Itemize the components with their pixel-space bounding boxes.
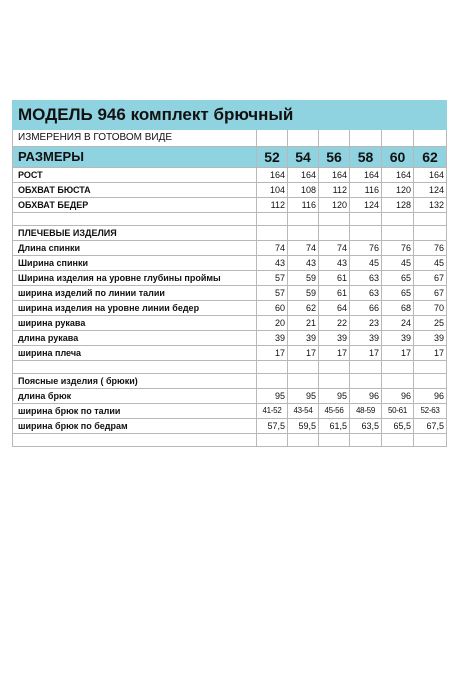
value-cell — [414, 434, 447, 447]
value-cell: 45 — [382, 256, 414, 271]
value-cell: 112 — [257, 198, 288, 213]
value-cell: 43 — [319, 256, 350, 271]
shoulder-measure-row — [13, 256, 447, 271]
value-cell: 17 — [257, 346, 288, 361]
value-cell: 112 — [319, 183, 350, 198]
subtitle: ИЗМЕРЕНИЯ В ГОТОВОМ ВИДЕ — [13, 130, 257, 147]
value-cell: 63,5 — [350, 419, 382, 434]
value-cell: 20 — [257, 316, 288, 331]
waist-measure-row — [13, 419, 447, 434]
row-label: ОБХВАТ БЕДЕР — [13, 198, 257, 213]
value-cell: 96 — [382, 389, 414, 404]
sizes-header-row — [13, 147, 447, 168]
value-cell: 76 — [350, 241, 382, 256]
row-label — [13, 361, 257, 374]
value-cell: 66 — [350, 301, 382, 316]
size-header: 54 — [288, 147, 319, 168]
value-cell — [288, 226, 319, 241]
value-cell: 39 — [414, 331, 447, 346]
value-cell: 61,5 — [319, 419, 350, 434]
value-cell: 164 — [257, 168, 288, 183]
waist-measure-row — [13, 389, 447, 404]
value-cell — [319, 361, 350, 374]
value-cell: 17 — [382, 346, 414, 361]
blank-row — [13, 213, 447, 226]
value-cell: 76 — [414, 241, 447, 256]
blank-row — [13, 361, 447, 374]
size-header: 58 — [350, 147, 382, 168]
value-cell — [414, 361, 447, 374]
value-cell: 76 — [382, 241, 414, 256]
value-cell — [257, 374, 288, 389]
value-cell: 164 — [414, 168, 447, 183]
value-cell: 96 — [350, 389, 382, 404]
value-cell: 64 — [319, 301, 350, 316]
value-cell — [382, 226, 414, 241]
row-label: ширина рукава — [13, 316, 257, 331]
row-label: ПЛЕЧЕВЫЕ ИЗДЕЛИЯ — [13, 226, 257, 241]
body-measure-row — [13, 198, 447, 213]
value-cell: 108 — [288, 183, 319, 198]
value-cell: 116 — [288, 198, 319, 213]
value-cell — [350, 434, 382, 447]
value-cell: 52-63 — [414, 404, 447, 419]
value-cell: 57 — [257, 286, 288, 301]
value-cell: 57,5 — [257, 419, 288, 434]
value-cell: 17 — [288, 346, 319, 361]
value-cell: 50-61 — [382, 404, 414, 419]
value-cell: 43 — [257, 256, 288, 271]
value-cell: 63 — [350, 271, 382, 286]
value-cell — [288, 361, 319, 374]
size-header: 62 — [414, 147, 447, 168]
value-cell: 67,5 — [414, 419, 447, 434]
page-title: МОДЕЛЬ 946 комплект брючный — [13, 101, 447, 130]
row-label: ширина плеча — [13, 346, 257, 361]
value-cell: 124 — [414, 183, 447, 198]
value-cell: 74 — [257, 241, 288, 256]
value-cell: 104 — [257, 183, 288, 198]
value-cell: 67 — [414, 286, 447, 301]
value-cell: 67 — [414, 271, 447, 286]
body-measure-row — [13, 183, 447, 198]
value-cell — [382, 361, 414, 374]
value-cell — [382, 213, 414, 226]
value-cell: 39 — [319, 331, 350, 346]
shoulder-section-header — [13, 226, 447, 241]
value-cell — [382, 434, 414, 447]
value-cell — [319, 213, 350, 226]
size-header: 56 — [319, 147, 350, 168]
value-cell: 120 — [319, 198, 350, 213]
value-cell — [350, 213, 382, 226]
value-cell — [350, 361, 382, 374]
value-cell — [257, 361, 288, 374]
row-label: длина брюк — [13, 389, 257, 404]
value-cell: 95 — [257, 389, 288, 404]
value-cell — [414, 226, 447, 241]
value-cell: 164 — [288, 168, 319, 183]
waist-measure-row — [13, 404, 447, 419]
row-label: РОСТ — [13, 168, 257, 183]
blank-row — [13, 434, 447, 447]
shoulder-measure-row — [13, 346, 447, 361]
value-cell — [414, 374, 447, 389]
value-cell — [288, 374, 319, 389]
value-cell: 124 — [350, 198, 382, 213]
shoulder-measure-row — [13, 241, 447, 256]
value-cell: 59 — [288, 286, 319, 301]
size-header: 52 — [257, 147, 288, 168]
value-cell: 45-56 — [319, 404, 350, 419]
value-cell — [288, 434, 319, 447]
value-cell: 23 — [350, 316, 382, 331]
value-cell: 132 — [414, 198, 447, 213]
body-measure-row — [13, 168, 447, 183]
value-cell: 17 — [350, 346, 382, 361]
value-cell — [382, 374, 414, 389]
value-cell: 57 — [257, 271, 288, 286]
shoulder-measure-row — [13, 316, 447, 331]
value-cell: 25 — [414, 316, 447, 331]
value-cell — [257, 434, 288, 447]
value-cell: 61 — [319, 286, 350, 301]
value-cell: 164 — [350, 168, 382, 183]
value-cell — [350, 374, 382, 389]
value-cell — [319, 434, 350, 447]
value-cell: 96 — [414, 389, 447, 404]
shoulder-measure-row — [13, 331, 447, 346]
value-cell: 62 — [288, 301, 319, 316]
value-cell — [350, 226, 382, 241]
waist-section-header — [13, 374, 447, 389]
value-cell: 41-52 — [257, 404, 288, 419]
sizes-label: РАЗМЕРЫ — [13, 147, 257, 168]
value-cell: 65 — [382, 271, 414, 286]
value-cell: 43 — [288, 256, 319, 271]
value-cell: 48-59 — [350, 404, 382, 419]
value-cell: 43-54 — [288, 404, 319, 419]
value-cell: 45 — [350, 256, 382, 271]
value-cell — [414, 213, 447, 226]
value-cell: 60 — [257, 301, 288, 316]
value-cell: 68 — [382, 301, 414, 316]
value-cell — [257, 213, 288, 226]
subtitle-row — [13, 130, 447, 147]
value-cell: 65,5 — [382, 419, 414, 434]
value-cell: 74 — [319, 241, 350, 256]
row-label — [13, 434, 257, 447]
size-header: 60 — [382, 147, 414, 168]
value-cell: 164 — [382, 168, 414, 183]
value-cell: 65 — [382, 286, 414, 301]
value-cell — [319, 226, 350, 241]
size-chart-sheet — [12, 100, 446, 447]
value-cell: 21 — [288, 316, 319, 331]
shoulder-measure-row — [13, 271, 447, 286]
value-cell — [319, 374, 350, 389]
row-label: Ширина спинки — [13, 256, 257, 271]
row-label: ОБХВАТ БЮСТА — [13, 183, 257, 198]
value-cell: 39 — [382, 331, 414, 346]
value-cell: 17 — [414, 346, 447, 361]
value-cell: 95 — [319, 389, 350, 404]
value-cell: 70 — [414, 301, 447, 316]
value-cell: 59,5 — [288, 419, 319, 434]
value-cell: 59 — [288, 271, 319, 286]
value-cell: 63 — [350, 286, 382, 301]
value-cell: 120 — [382, 183, 414, 198]
row-label: Ширина изделия на уровне глубины проймы — [13, 271, 257, 286]
row-label: Длина спинки — [13, 241, 257, 256]
value-cell: 61 — [319, 271, 350, 286]
shoulder-measure-row — [13, 301, 447, 316]
value-cell — [257, 226, 288, 241]
value-cell: 45 — [414, 256, 447, 271]
shoulder-measure-row — [13, 286, 447, 301]
value-cell: 39 — [257, 331, 288, 346]
value-cell: 24 — [382, 316, 414, 331]
value-cell: 164 — [319, 168, 350, 183]
row-label: ширина изделий по линии талии — [13, 286, 257, 301]
row-label: ширина изделия на уровне линии бедер — [13, 301, 257, 316]
value-cell: 39 — [288, 331, 319, 346]
value-cell: 22 — [319, 316, 350, 331]
value-cell: 39 — [350, 331, 382, 346]
row-label: Поясные изделия ( брюки) — [13, 374, 257, 389]
row-label: ширина брюк по бедрам — [13, 419, 257, 434]
value-cell: 116 — [350, 183, 382, 198]
value-cell: 128 — [382, 198, 414, 213]
title-row — [13, 101, 447, 130]
row-label — [13, 213, 257, 226]
value-cell: 17 — [319, 346, 350, 361]
value-cell: 95 — [288, 389, 319, 404]
value-cell — [288, 213, 319, 226]
row-label: ширина брюк по талии — [13, 404, 257, 419]
value-cell: 74 — [288, 241, 319, 256]
size-chart-table — [12, 100, 447, 447]
row-label: длина рукава — [13, 331, 257, 346]
